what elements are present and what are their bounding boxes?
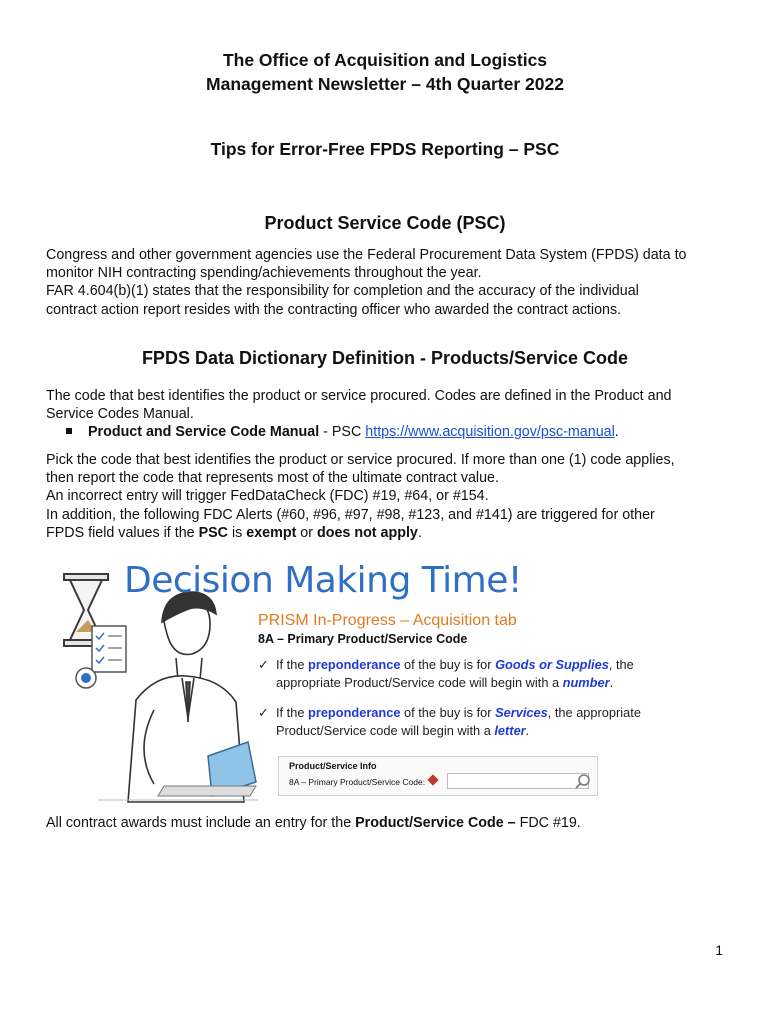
guidance-line: An incorrect entry will trigger FedDataCheck (FDC) #19, #64, or #154. (46, 488, 489, 505)
definition-line: Service Codes Manual. (46, 406, 194, 423)
psc-manual-link[interactable]: https://www.acquisition.gov/psc-manual (365, 424, 615, 440)
text-run: . (417, 524, 422, 541)
text-run: FDC #19. (515, 815, 581, 831)
target-icon (76, 668, 96, 688)
intro-line: FAR 4.604(b)(1) states that the responsibility for completion and the accuracy of the individual (46, 283, 639, 300)
goods-checkpoint (258, 656, 648, 692)
field-label: 8A – Primary Product/Service Code (258, 632, 468, 646)
panel-header: Product/Service Info (289, 761, 377, 771)
page-number: 1 (715, 942, 723, 958)
text-run: If the (276, 657, 309, 672)
psc-emphasis: Product/Service Code – (355, 815, 516, 831)
square-bullet-icon (66, 428, 72, 434)
checklist-icon (92, 626, 126, 672)
decision-making-graphic (58, 560, 668, 808)
definition-line: The code that best identifies the product or service procured. Codes are defined in the Product and (46, 388, 672, 404)
guidance-paragraph (46, 451, 736, 542)
guidance-line: In addition, the following FDC Alerts (#60, #96, #97, #98, #123, and #141) are triggered for other (46, 506, 655, 523)
services-checkpoint (258, 704, 648, 740)
text-run: or (296, 524, 317, 541)
preponderance-emphasis: preponderance (308, 705, 401, 720)
text-run: is (227, 524, 247, 541)
text-run: of the buy is for (400, 657, 496, 672)
search-icon[interactable] (575, 773, 591, 789)
psc-input[interactable] (447, 773, 589, 789)
does-not-apply-emphasis: does not apply (317, 524, 418, 541)
dictionary-heading: FPDS Data Dictionary Definition - Products/Service Code (141, 348, 629, 368)
intro-line: monitor NIH contracting spending/achievements throughout the year. (46, 265, 482, 282)
psc-manual-bullet (66, 423, 619, 441)
text-run: All contract awards must include an entry for the (46, 815, 356, 831)
guidance-line: then report the code that represents most of the ultimate contract value. (46, 470, 499, 487)
checkmark-icon: ✓ (258, 705, 269, 720)
number-emphasis: number (562, 675, 610, 690)
text-run: If the (276, 705, 309, 720)
definition-paragraph (46, 387, 736, 423)
text-run: , the (608, 657, 634, 672)
bullet-period: . (614, 424, 619, 440)
tips-title: Tips for Error-Free FPDS Reporting – PSC (210, 139, 560, 159)
services-emphasis: Services (495, 705, 548, 720)
text-run: . (525, 723, 530, 738)
text-run: . (609, 675, 614, 690)
footer-note (46, 814, 736, 832)
newsletter-title-line1: The Office of Acquisition and Logistics (222, 50, 548, 70)
manual-text: - PSC (319, 424, 366, 440)
text-run: Product/Service code will begin with a (276, 723, 495, 738)
text-run: , the appropriate (547, 705, 641, 720)
footer-line (46, 814, 736, 832)
goods-emphasis: Goods or Supplies (495, 657, 609, 672)
psc-field-label: 8A – Primary Product/Service Code: (289, 777, 426, 787)
prism-subtitle: PRISM In-Progress – Acquisition tab (258, 612, 517, 629)
preponderance-emphasis: preponderance (308, 657, 401, 672)
checkmark-icon: ✓ (258, 657, 269, 672)
text-run: of the buy is for (400, 705, 496, 720)
guidance-line (46, 524, 736, 542)
psc-heading: Product Service Code (PSC) (264, 213, 506, 233)
required-icon (427, 774, 438, 785)
psc-emphasis: PSC (198, 524, 228, 541)
text-run: appropriate Product/Service code will begin with a (276, 675, 563, 690)
product-service-info-panel (278, 756, 598, 796)
intro-line: Congress and other government agencies use the Federal Procurement Data System (FPDS) data to (46, 247, 687, 263)
newsletter-title (0, 48, 770, 96)
text-run: FPDS field values if the (46, 524, 199, 541)
exempt-emphasis: exempt (246, 524, 297, 541)
intro-line: contract action report resides with the contracting officer who awarded the contract actions. (46, 301, 622, 318)
letter-emphasis: letter (494, 723, 526, 738)
guidance-line: Pick the code that best identifies the product or service procured. If more than one (1) code applies, (46, 452, 675, 468)
goods-checkpoint-text (276, 656, 648, 692)
intro-paragraph (46, 246, 736, 319)
newsletter-title-line2: Management Newsletter – 4th Quarter 2022 (206, 74, 564, 94)
manual-name: Product and Service Code Manual (88, 424, 320, 440)
decision-making-title: Decision Making Time! (124, 560, 522, 601)
services-checkpoint-text (276, 704, 648, 740)
